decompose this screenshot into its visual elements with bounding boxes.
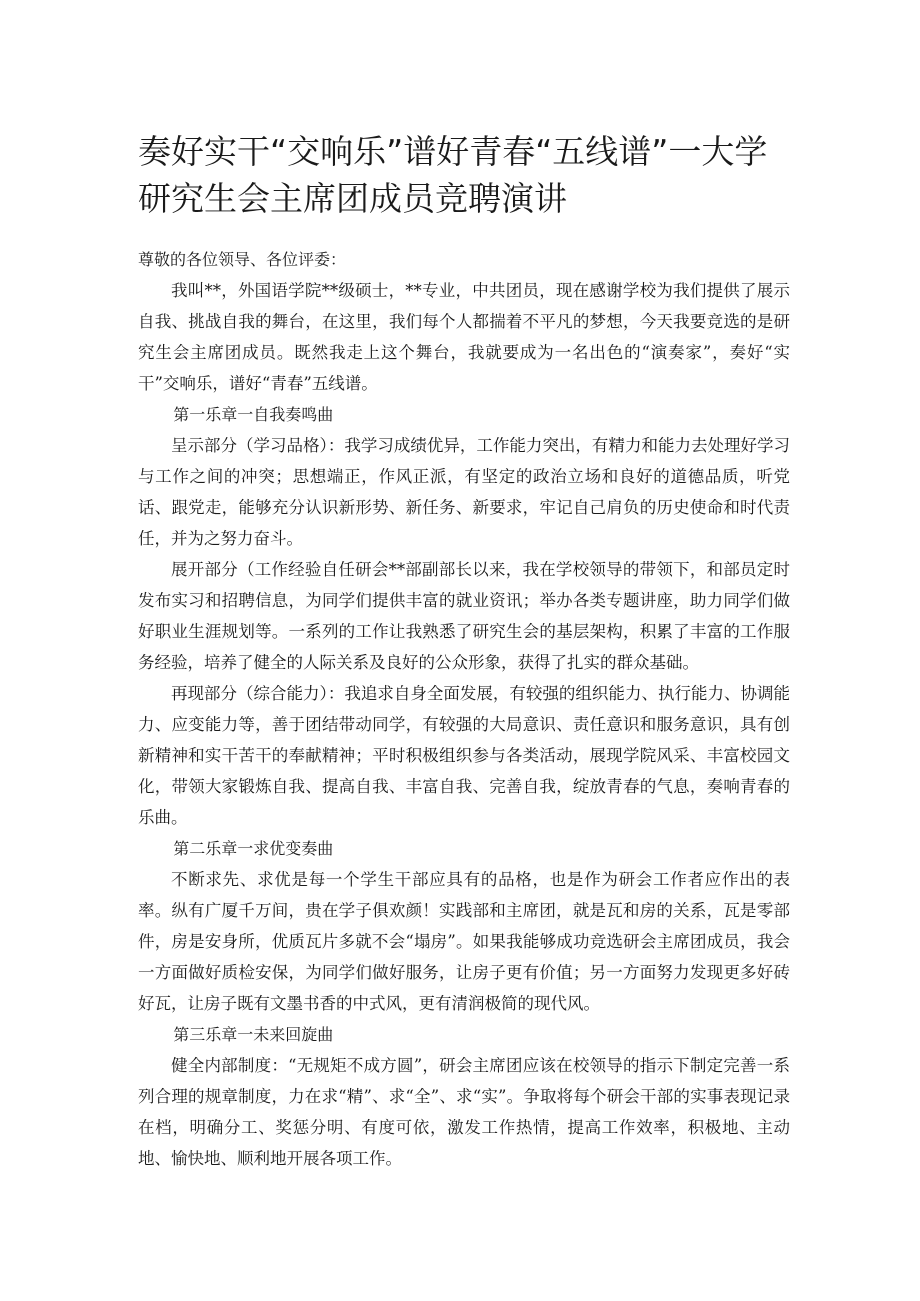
intro-paragraph: 我叫**，外国语学院**级硕士，**专业，中共团员，现在感谢学校为我们提供了展示自我、挑战自我的舞台，在这里，我们每个人都揣着不平凡的梦想，今天我要竞选的是研究生会主席团成员。既然我走上这个舞台，我就要成为一名出色的“演奏家”，奏好“实干”交响乐，谱好“青春”五线谱。 [138, 281, 790, 393]
document-title: 奏好实干“交响乐”谱好青春“五线谱”一大学研究生会主席团成员竞聘演讲 [138, 132, 768, 218]
chapter1-paragraph-2: 展开部分（工作经验自任研会**部副部长以来，我在学校领导的带领下，和部员定时发布实习和招聘信息，为同学们提供丰富的就业资讯；举办各类专题讲座，助力同学们做好职业生涯规划等。一系列的工作让我熟悉了研究生会的基层架构，积累了丰富的工作服务经验，培养了健全的人际关系及良好的公众形象，获得了扎实的群众基础。 [138, 560, 790, 672]
salutation: 尊敬的各位领导、各位评委： [138, 250, 347, 269]
chapter1-paragraph-3: 再现部分（综合能力）：我追求自身全面发展，有较强的组织能力、执行能力、协调能力、应变能力等，善于团结带动同学，有较强的大局意识、责任意识和服务意识，具有创新精神和实干苦干的奉献精神；平时积极组织参与各类活动，展现学院风采、丰富校园文化，带领大家锻炼自我、提高自我、丰富自我、完善自我，绽放青春的气息，奏响青春的乐曲。 [138, 684, 790, 827]
chapter2-paragraph-1: 不断求先、求优是每一个学生干部应具有的品格，也是作为研会工作者应作出的表率。纵有广厦千万间，贵在学子俱欢颜！实践部和主席团，就是瓦和房的关系，瓦是零部件，房是安身所，优质瓦片多就不会“塌房”。如果我能够成功竞选研会主席团成员，我会一方面做好质检安保，为同学们做好服务，让房子更有价值；另一方面努力发现更多好砖好瓦，让房子既有文墨书香的中式风，更有清润极简的现代风。 [138, 870, 790, 1013]
chapter1-heading: 第一乐章一自我奏鸣曲 [173, 405, 334, 424]
chapter3-heading: 第三乐章一未来回旋曲 [173, 1025, 334, 1044]
chapter2-heading: 第二乐章一求优变奏曲 [173, 839, 334, 858]
chapter3-paragraph-1: 健全内部制度：“无规矩不成方圆”，研会主席团应该在校领导的指示下制定完善一系列合理的规章制度，力在求“精”、求“全”、求“实”。争取将每个研会干部的实事表现记录在档，明确分工、奖惩分明、有度可依，激发工作热情，提高工作效率，积极地、主动地、愉快地、顺利地开展各项工作。 [138, 1056, 790, 1168]
chapter1-paragraph-1: 呈示部分（学习品格）：我学习成绩优异，工作能力突出，有精力和能力去处理好学习与工作之间的冲突；思想端正，作风正派，有坚定的政治立场和良好的道德品质，听党话、跟党走，能够充分认识新形势、新任务、新要求，牢记自己肩负的历史使命和时代责任，并为之努力奋斗。 [138, 436, 790, 548]
document-page [138, 128, 790, 1174]
